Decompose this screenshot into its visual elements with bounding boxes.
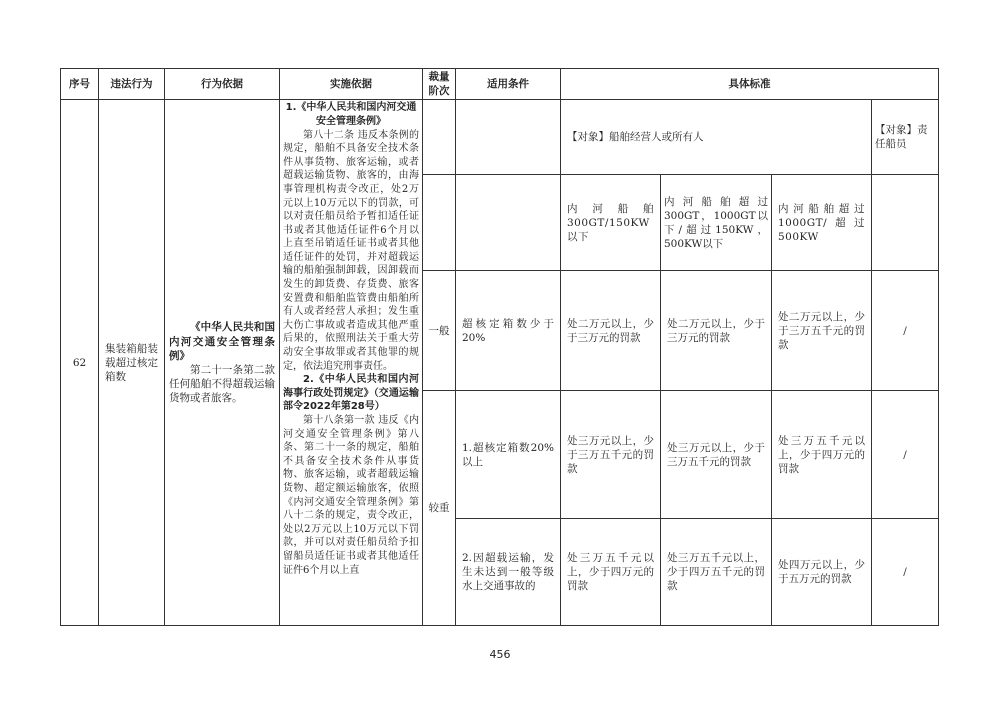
penalty-standard-table — [60, 68, 939, 626]
cond-cell: 2.因超载运输，发生未达到一般等级水上交通事故的 — [456, 519, 561, 626]
level-general: 一般 — [423, 271, 456, 391]
penalty-crew: / — [872, 391, 939, 519]
penalty-large: 处二万元以上，少于三万五千元的罚款 — [772, 271, 872, 391]
cond-cell: 1.超核定箱数20%以上 — [456, 391, 561, 519]
header-standard: 具体标准 — [561, 69, 939, 100]
penalty-medium: 处二万元以上，少于三万元的罚款 — [661, 271, 772, 391]
header-impl: 实施依据 — [280, 69, 423, 100]
penalty-small: 处三万元以上，少于三万五千元的罚款 — [561, 391, 661, 519]
penalty-large: 处三万五千元以上，少于四万元的罚款 — [772, 391, 872, 519]
cond-empty-2 — [456, 175, 561, 271]
target-crew: 【对象】责任船员 — [872, 100, 939, 175]
penalty-small: 处二万元以上，少于三万元的罚款 — [561, 271, 661, 391]
page-number: 456 — [489, 648, 511, 661]
tonnage-large: 内河船舶超过1000GT/超过500KW — [772, 175, 872, 271]
basis-cell — [165, 100, 280, 626]
table-row — [61, 100, 939, 175]
header-level: 裁量阶次 — [423, 69, 456, 100]
penalty-large: 处四万元以上，少于五万元的罚款 — [772, 519, 872, 626]
tonnage-medium: 内河船舶超过300GT，1000GT以下/超过150KW，500KW以下 — [661, 175, 772, 271]
impl2-title: 2.《中华人民共和国内河海事行政处罚规定》（交通运输部令2022年第28号） — [283, 374, 419, 413]
cond-empty-1 — [456, 100, 561, 175]
impl-cell — [280, 100, 423, 626]
penalty-small: 处三万五千元以上，少于四万元的罚款 — [561, 519, 661, 626]
table-header-row — [61, 69, 939, 100]
cond-cell: 超核定箱数少于20% — [456, 271, 561, 391]
penalty-medium: 处三万元以上，少于三万五千元的罚款 — [661, 391, 772, 519]
header-seq: 序号 — [61, 69, 99, 100]
header-cond: 适用条件 — [456, 69, 561, 100]
violation-cell: 集装箱船装载超过核定箱数 — [99, 100, 165, 626]
target-operator: 【对象】船舶经营人或所有人 — [561, 100, 872, 175]
impl2-text: 第十八条第一款 违反《内河交通安全管理条例》第八条、第二十一条的规定，船舶不具备安全技术条件从事货物、旅客运输，或者超载运输货物、超定额运输旅客，依照《内河交通安全管理条例》第八十二条的规定，责令改正，处以2万元以上10万元以下罚款，并可以对责任船员给予扣留船员适任证书或者其他适任证件6个月以上直 — [283, 415, 419, 576]
penalty-medium: 处三万五千元以上，少于四万五千元的罚款 — [661, 519, 772, 626]
level-empty-2 — [423, 175, 456, 271]
crew-empty — [872, 175, 939, 271]
basis-title: 《中华人民共和国内河交通安全管理条例》 — [169, 321, 275, 362]
penalty-crew: / — [872, 271, 939, 391]
seq-cell: 62 — [61, 100, 99, 626]
level-severe: 较重 — [423, 391, 456, 626]
level-empty-1 — [423, 100, 456, 175]
penalty-crew: / — [872, 519, 939, 626]
header-basis: 行为依据 — [165, 69, 280, 100]
impl1-title: 1.《中华人民共和国内河交通安全管理条例》 — [285, 102, 417, 127]
impl1-text: 第八十二条 违反本条例的规定，船舶不具备安全技术条件从事货物、旅客运输，或者超载运输货物、旅客的，由海事管理机构责令改正，处2万元以上10万元以下的罚款，可以对责任船员给予暂扣适任证书或者其他适任证件6个月以上直至吊销适任证书或者其他适任证件的处罚，并对超载运输的船舶强制卸载，因卸载而发生的卸货费、存货费、旅客安置费和船舶监管费由船舶所有人或者经营人承担；发生重大伤亡事故或者造成其他严重后果的，依照刑法关于重大劳动安全事故罪或者其他罪的规定，依法追究刑事责任。 — [283, 129, 419, 372]
header-violation: 违法行为 — [99, 69, 165, 100]
basis-text: 第二十一条第二款 任何船舶不得超载运输货物或者旅客。 — [169, 363, 275, 405]
tonnage-small: 内河船舶300GT/150KW以下 — [561, 175, 661, 271]
